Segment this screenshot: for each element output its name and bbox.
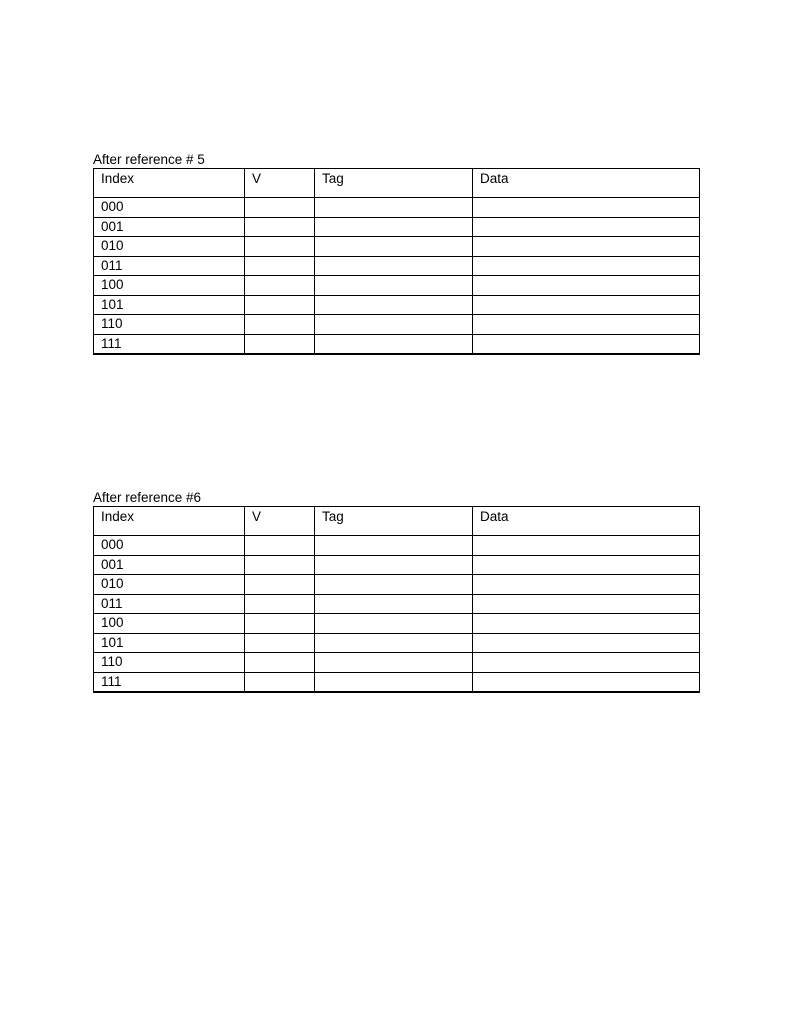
data-cell [473, 256, 700, 276]
tag-cell [315, 594, 473, 614]
column-header-v: V [245, 169, 315, 198]
table-row [94, 536, 700, 556]
tag-cell [315, 633, 473, 653]
v-cell [245, 575, 315, 595]
column-header-index: Index [94, 507, 245, 536]
column-header-index: Index [94, 169, 245, 198]
table-row [94, 217, 700, 237]
data-cell [473, 217, 700, 237]
column-header-tag: Tag [315, 169, 473, 198]
index-cell: 110 [94, 315, 245, 335]
index-cell: 111 [94, 334, 245, 354]
table-row [94, 653, 700, 673]
tag-cell [315, 334, 473, 354]
tag-cell [315, 237, 473, 257]
data-cell [473, 633, 700, 653]
data-cell [473, 536, 700, 556]
index-cell: 100 [94, 276, 245, 296]
index-cell: 011 [94, 594, 245, 614]
v-cell [245, 315, 315, 335]
data-cell [473, 276, 700, 296]
table-row [94, 237, 700, 257]
table-row [94, 614, 700, 634]
v-cell [245, 614, 315, 634]
index-cell: 001 [94, 555, 245, 575]
table-row [94, 276, 700, 296]
v-cell [245, 217, 315, 237]
index-cell: 110 [94, 653, 245, 673]
v-cell [245, 198, 315, 218]
v-cell [245, 536, 315, 556]
table-row [94, 555, 700, 575]
tag-cell [315, 295, 473, 315]
cache-table [93, 506, 700, 693]
table-row [94, 295, 700, 315]
table-row [94, 633, 700, 653]
tag-cell [315, 217, 473, 237]
index-cell: 000 [94, 536, 245, 556]
tag-cell [315, 614, 473, 634]
v-cell [245, 256, 315, 276]
tag-cell [315, 276, 473, 296]
tag-cell [315, 555, 473, 575]
data-cell [473, 237, 700, 257]
column-header-v: V [245, 507, 315, 536]
v-cell [245, 295, 315, 315]
data-cell [473, 555, 700, 575]
index-cell: 010 [94, 237, 245, 257]
v-cell [245, 594, 315, 614]
table-row [94, 198, 700, 218]
tag-cell [315, 256, 473, 276]
table-row [94, 575, 700, 595]
table-row [94, 594, 700, 614]
index-cell: 010 [94, 575, 245, 595]
v-cell [245, 276, 315, 296]
index-cell: 000 [94, 198, 245, 218]
column-header-data: Data [473, 169, 700, 198]
table-caption: After reference #6 [93, 490, 202, 505]
tag-cell [315, 536, 473, 556]
cache-table-section-1 [93, 151, 699, 355]
index-cell: 001 [94, 217, 245, 237]
table-caption: After reference # 5 [93, 152, 205, 167]
v-cell [245, 672, 315, 692]
table-row [94, 334, 700, 354]
tag-cell [315, 575, 473, 595]
table-row [94, 672, 700, 692]
data-cell [473, 315, 700, 335]
index-cell: 100 [94, 614, 245, 634]
tag-cell [315, 198, 473, 218]
cache-table-section-2 [93, 489, 699, 693]
index-cell: 101 [94, 633, 245, 653]
table-header-row [94, 507, 700, 536]
data-cell [473, 334, 700, 354]
data-cell [473, 594, 700, 614]
tag-cell [315, 672, 473, 692]
index-cell: 101 [94, 295, 245, 315]
v-cell [245, 237, 315, 257]
data-cell [473, 672, 700, 692]
data-cell [473, 614, 700, 634]
table-row [94, 256, 700, 276]
data-cell [473, 198, 700, 218]
data-cell [473, 653, 700, 673]
tag-cell [315, 315, 473, 335]
cache-table [93, 168, 700, 355]
index-cell: 011 [94, 256, 245, 276]
data-cell [473, 295, 700, 315]
v-cell [245, 653, 315, 673]
data-cell [473, 575, 700, 595]
tag-cell [315, 653, 473, 673]
column-header-tag: Tag [315, 507, 473, 536]
table-row [94, 315, 700, 335]
v-cell [245, 633, 315, 653]
v-cell [245, 555, 315, 575]
table-header-row [94, 169, 700, 198]
index-cell: 111 [94, 672, 245, 692]
v-cell [245, 334, 315, 354]
column-header-data: Data [473, 507, 700, 536]
